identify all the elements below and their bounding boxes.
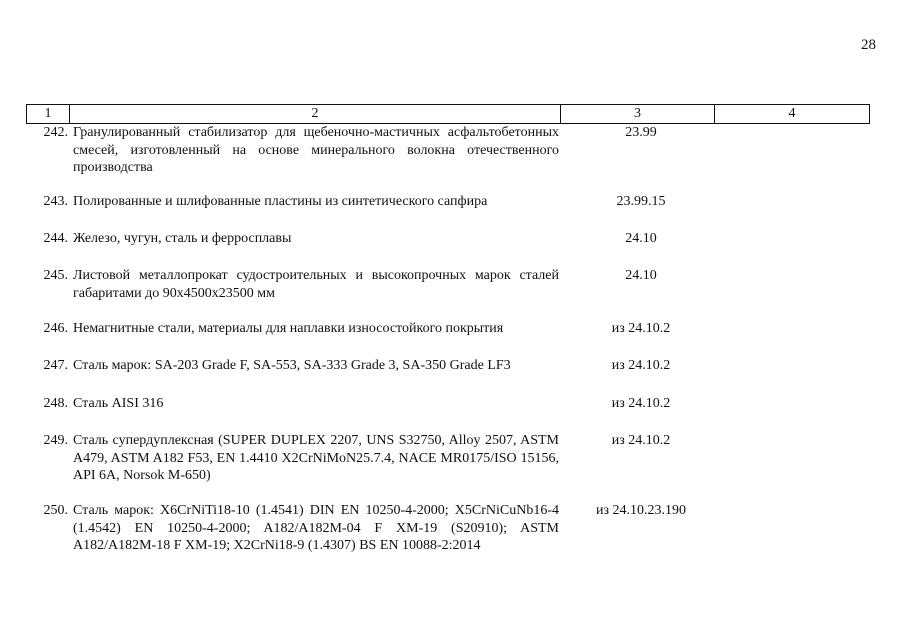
entry-code: 23.99.15 <box>616 194 666 209</box>
entry-description: Сталь супердуплексная (SUPER DUPLEX 2207, UNS S32750, Alloy 2507, ASTM A479, ASTM A182 F53, EN 1.4410 X2CrNiMoN25.7.4, NACE MR0175/ISO 15156, API 6A, Norsok M-650) <box>73 433 559 483</box>
entry-description: Сталь марок: SA-203 Grade F, SA-553, SA-333 Grade 3, SA-350 Grade LF3 <box>73 358 511 373</box>
column-header-table <box>26 104 870 124</box>
entry-description: Полированные и шлифованные пластины из синтетического сапфира <box>73 194 488 209</box>
entry-description: Листовой металлопрокат судостроительных и высокопрочных марок сталей габаритами до 90х4500х23500 мм <box>73 268 559 301</box>
entry-code: из 24.10.23.190 <box>595 503 687 518</box>
entry-code: 24.10 <box>625 268 657 283</box>
entry-number: 245. <box>43 268 68 283</box>
entry-code: из 24.10.2 <box>611 321 671 336</box>
entry-code: из 24.10.2 <box>611 358 671 373</box>
entry-code: 24.10 <box>625 231 657 246</box>
entry-code: 23.99 <box>625 125 657 140</box>
column-header-1: 1 <box>27 105 70 124</box>
entry-code: из 24.10.2 <box>611 396 671 411</box>
column-header-3: 3 <box>561 105 715 124</box>
entry-number: 250. <box>43 503 68 518</box>
entry-number: 248. <box>43 396 68 411</box>
entry-code: из 24.10.2 <box>611 433 671 448</box>
entry-description: Сталь AISI 316 <box>73 396 164 411</box>
column-header-4: 4 <box>715 105 870 124</box>
page-number: 28 <box>861 37 876 53</box>
entry-description: Сталь марок: X6CrNiTi18-10 (1.4541) DIN EN 10250-4-2000; X5CrNiCuNb16-4 (1.4542) EN 10250-4-2000; A182/A182M-04 F XM-19 (S20910); ASTM A182/A182M-18 F XM-19; X2CrNi18-9 (1.4307) BS EN 10088-2:2014 <box>73 503 559 553</box>
entry-description: Гранулированный стабилизатор для щебеночно-мастичных асфальтобетонных смесей, изготовленный на основе минерального волокна отечественного производства <box>73 125 559 175</box>
column-header-2: 2 <box>70 105 561 124</box>
entry-description: Немагнитные стали, материалы для наплавки износостойкого покрытия <box>73 321 504 336</box>
entry-number: 242. <box>43 125 68 140</box>
entry-number: 249. <box>43 433 68 448</box>
entry-number: 244. <box>43 231 68 246</box>
entry-description: Железо, чугун, сталь и ферросплавы <box>73 231 292 246</box>
entry-number: 246. <box>43 321 68 336</box>
entry-number: 247. <box>43 358 68 373</box>
entry-number: 243. <box>43 194 68 209</box>
column-header-row <box>27 105 870 124</box>
